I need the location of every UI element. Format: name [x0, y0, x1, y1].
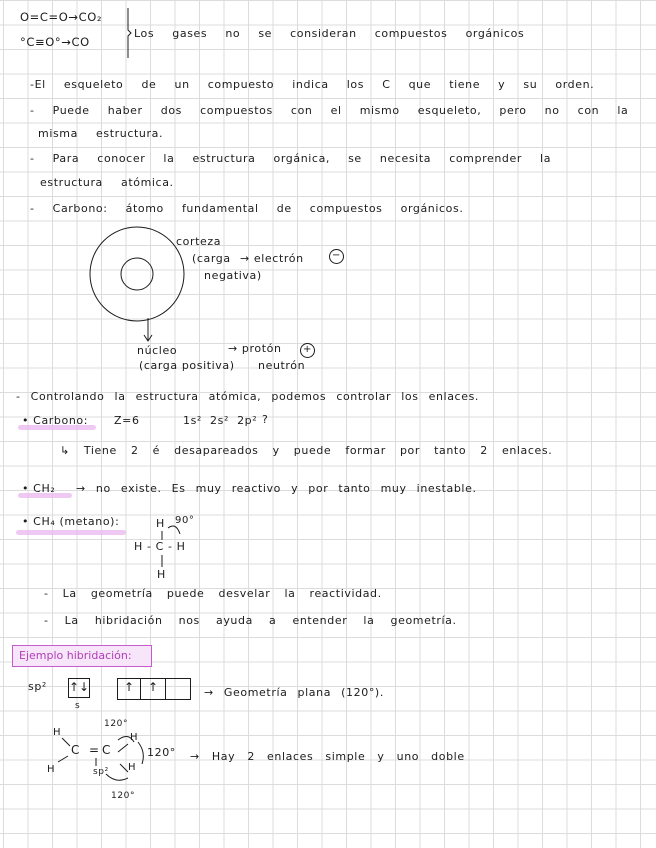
carbon-label: • Carbono:: [22, 414, 89, 427]
nucleus-label: núcleo: [137, 344, 178, 357]
example-title: Ejemplo hibridación:: [19, 649, 132, 662]
proton-label: → protón: [228, 342, 282, 355]
methane-h-top: H: [156, 517, 165, 530]
formula-co2: O=C=O→CO₂: [20, 10, 103, 24]
bullet-organic-structure: - Para conocer la estructura orgánica, se necesita comprender la: [30, 152, 552, 165]
molecule-h-bottom-right: H: [128, 762, 137, 773]
molecule-h-top-left: H: [53, 727, 62, 738]
negative-charge-label: (carga: [192, 252, 231, 265]
positive-charge-label: (carga positiva): [139, 359, 235, 372]
molecule-sp2-small: sp²: [93, 767, 109, 777]
ch2-label: • CH₂: [22, 482, 56, 495]
neutron-label: neutrón: [258, 359, 306, 372]
bullet-same-skeleton-cont: misma estructura.: [38, 127, 164, 140]
methane-bond-bottom: [160, 555, 164, 569]
p-orbital-box-3: [165, 678, 191, 700]
molecule-angle-right: 120°: [147, 746, 176, 759]
p-orbital-1-arrow: ↑: [123, 680, 135, 694]
bonds-note: → Hay 2 enlaces simple y uno doble: [190, 750, 465, 763]
gases-note: Los gases no se consideran compuestos orgánicos: [134, 27, 525, 40]
atom-outer-shell: [90, 227, 184, 321]
formula-co: °C≡O°→CO: [20, 35, 90, 49]
p-orbital-box-2: [140, 678, 166, 700]
methane-angle: 90°: [175, 515, 195, 526]
molecule-c2: C: [102, 743, 111, 757]
control-bonds-line: - Controlando la estructura atómica, podemos controlar los enlaces.: [16, 390, 479, 403]
methane-row: H - C - H: [134, 540, 186, 553]
hybridization-geometry-line: - La hibridación nos ayuda a entender la geometría.: [44, 614, 457, 627]
proton-sign-icon: +: [300, 343, 315, 358]
molecule-angle-top: 120°: [104, 719, 129, 729]
carbon-unpaired-note: ↳ Tiene 2 é desapareados y puede formar por tanto 2 enlaces.: [60, 444, 553, 457]
s-orbital-box: [68, 678, 90, 698]
bullet-skeleton: -El esqueleto de un compuesto indica los C que tiene y su orden.: [30, 78, 595, 91]
brace-line: [126, 8, 132, 58]
s-orbital-label: s: [75, 701, 81, 711]
electron-sign-icon: −: [329, 249, 344, 264]
nucleus-arrow: [144, 318, 152, 341]
electron-label: → electrón: [240, 252, 304, 265]
p-orbital-2-arrow: ↑: [147, 680, 159, 694]
ch4-highlight: [16, 530, 126, 535]
molecule-bonds: [48, 716, 158, 796]
p-orbital-box-1: [117, 678, 141, 700]
molecule-angle-bottom: 120°: [111, 791, 136, 801]
cortex-label: corteza: [176, 235, 222, 248]
geometry-reactivity-line: - La geometría puede desvelar la reactividad.: [44, 587, 382, 600]
example-title-box: [12, 645, 152, 667]
molecule-h-top-right: H: [130, 732, 139, 743]
molecule-double-bond: =: [89, 743, 100, 757]
ch2-note: → no existe. Es muy reactivo y por tanto muy inestable.: [76, 482, 477, 495]
carbon-config: 1s² 2s² 2p²: [183, 414, 258, 427]
bullet-same-skeleton: - Puede haber dos compuestos con el mismo esqueleto, pero no con la: [30, 104, 629, 117]
carbon-question: ?: [262, 413, 269, 426]
methane-h-bottom: H: [157, 568, 166, 581]
negative-charge-label-cont: negativa): [204, 269, 262, 282]
plane-geometry-note: → Geometría plana (120°).: [204, 686, 384, 699]
sp2-label: sp²: [28, 680, 47, 693]
molecule-c1: C: [71, 743, 80, 757]
carbon-z: Z=6: [114, 414, 140, 427]
s-orbital-arrows: ↑↓: [69, 680, 90, 694]
atom-nucleus: [121, 258, 153, 290]
bullet-organic-structure-cont: estructura atómica.: [40, 176, 174, 189]
ch4-label: • CH₄ (metano):: [22, 515, 120, 528]
bullet-carbon: - Carbono: átomo fundamental de compuestos orgánicos.: [30, 202, 464, 215]
molecule-h-bottom-left: H: [47, 764, 56, 775]
